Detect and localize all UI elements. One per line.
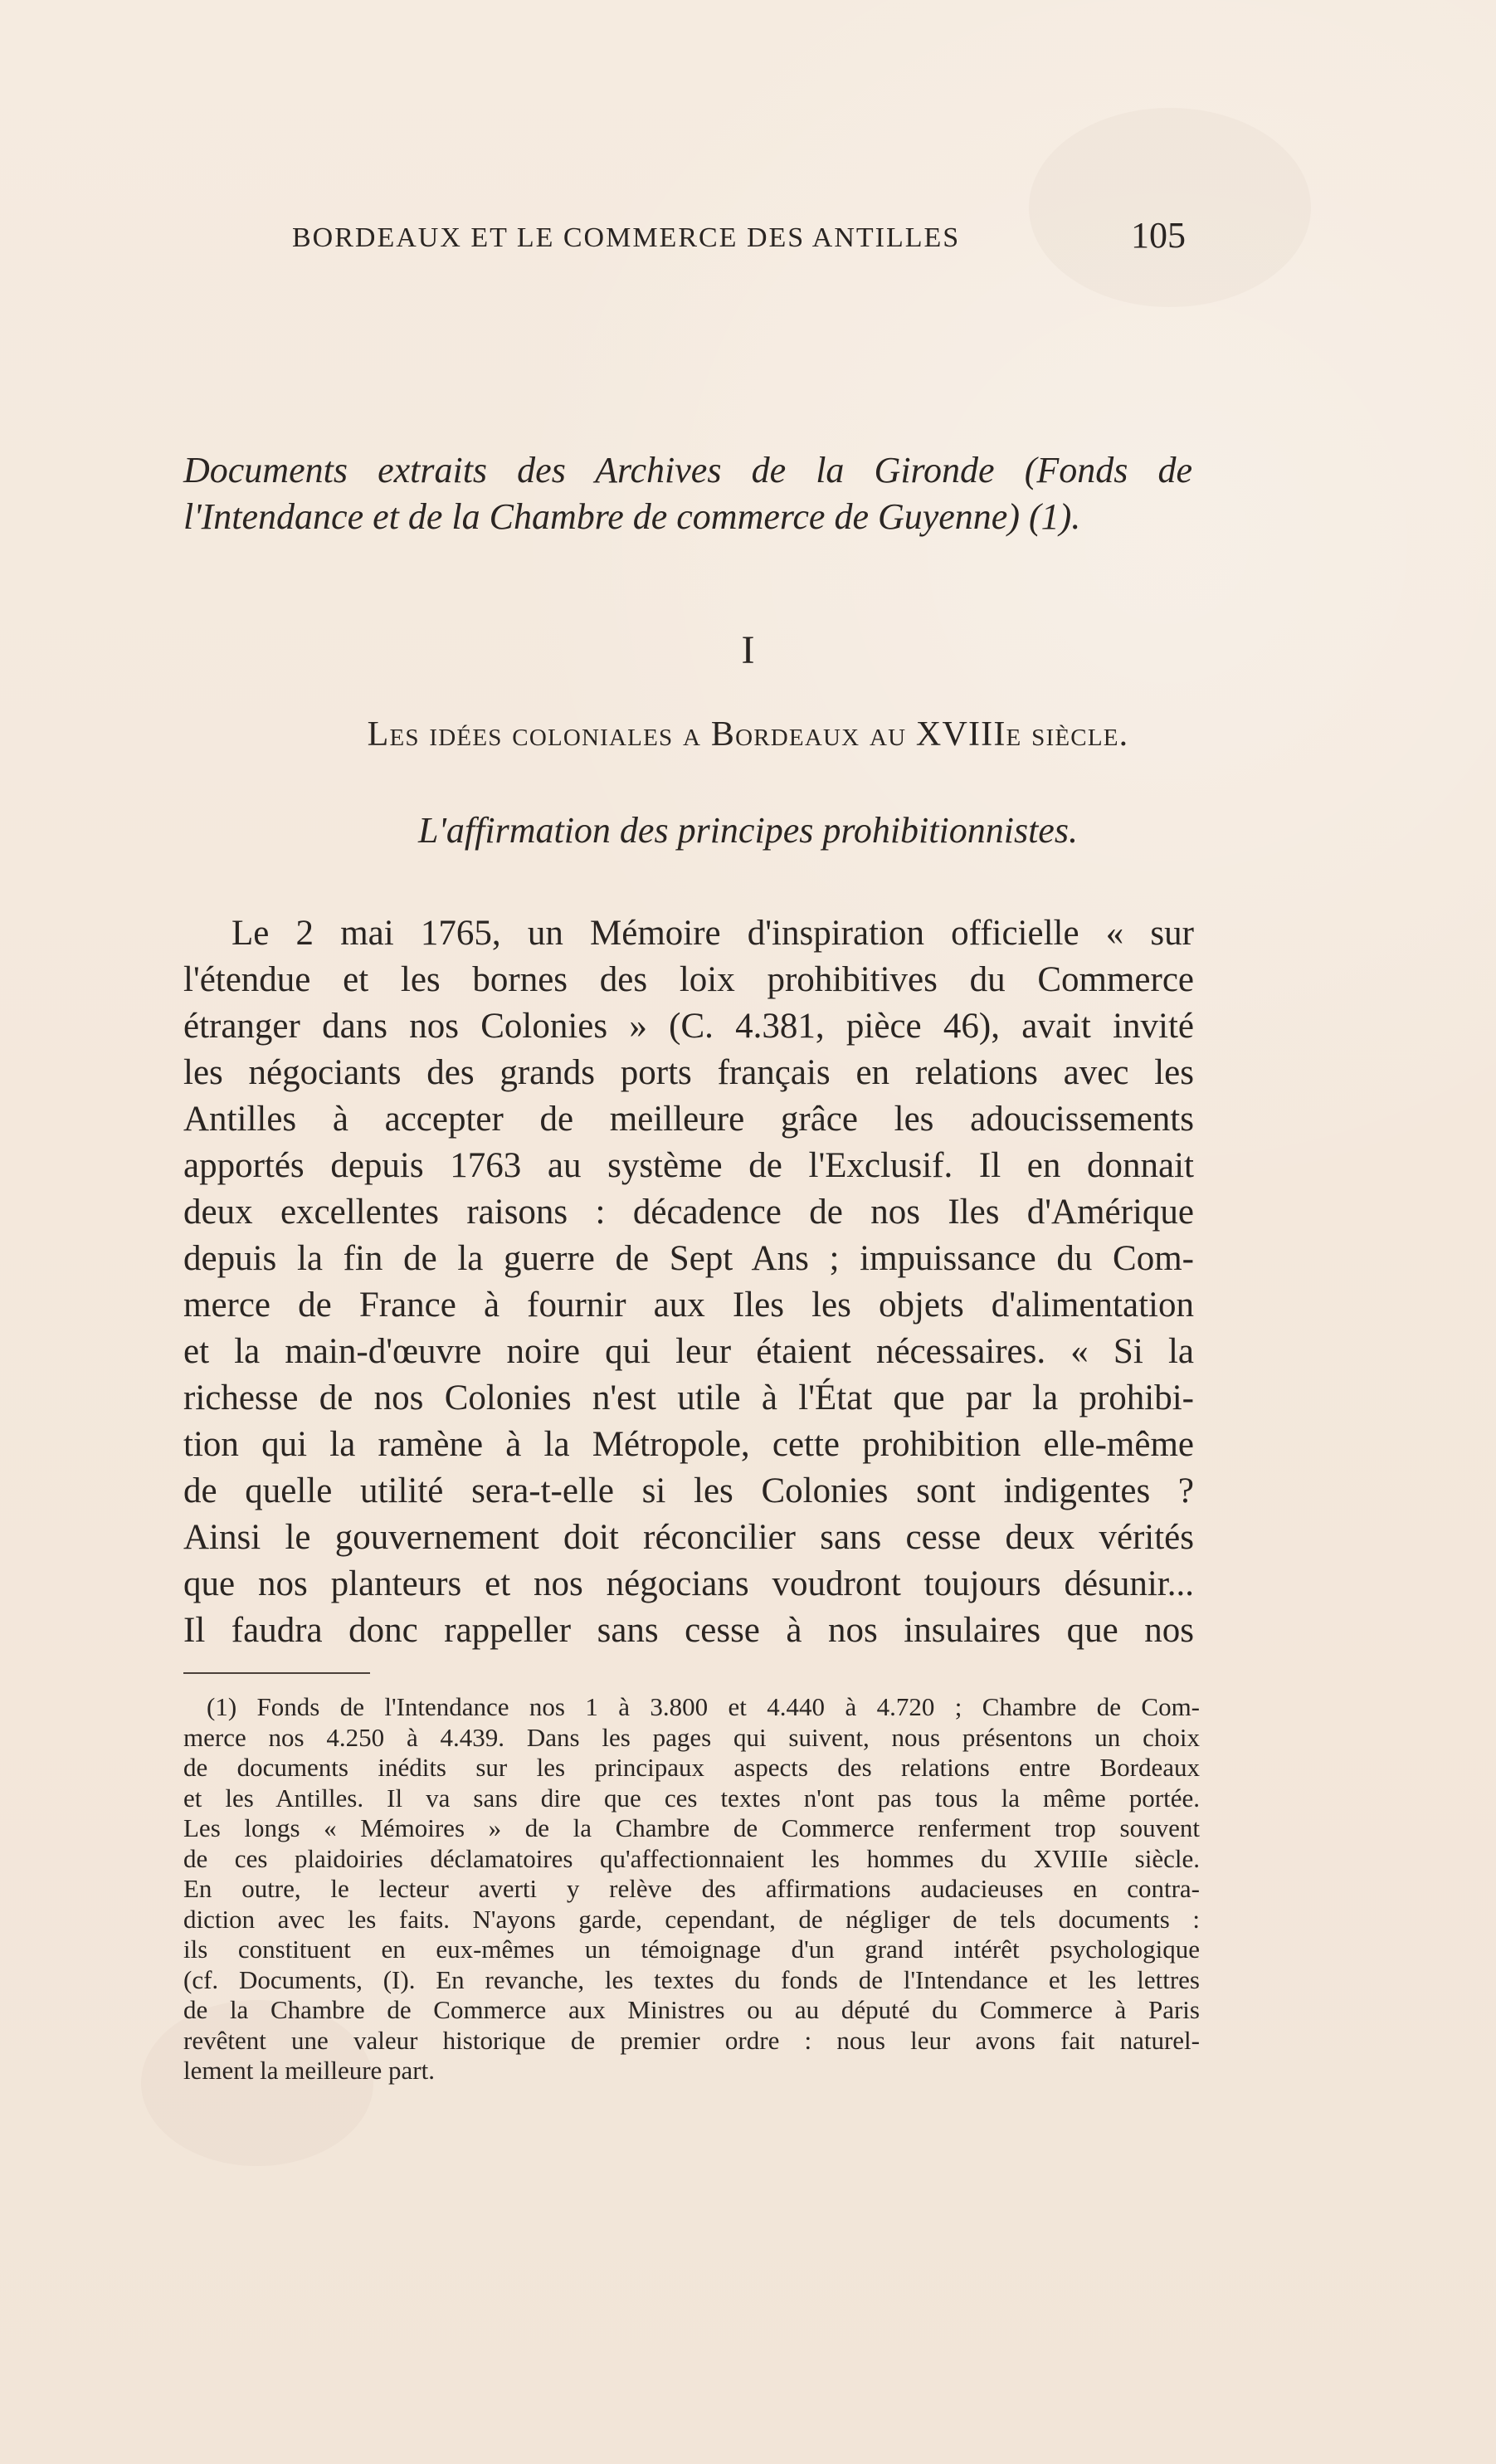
body-line: apportés depuis 1763 au système de l'Exclusif. Il en donnait — [183, 1146, 1194, 1185]
footnote-rule — [183, 1672, 370, 1674]
body-line: merce de France à fournir aux Iles les objets d'alimentation — [183, 1286, 1194, 1325]
body-line: richesse de nos Colonies n'est utile à l'État que par la prohibi- — [183, 1378, 1194, 1417]
footnote-line: de la Chambre de Commerce aux Ministres ou au député du Commerce à Paris — [183, 1995, 1200, 2024]
footnote-line: (cf. Documents, (I). En revanche, les textes du fonds de l'Intendance et les lettres — [183, 1964, 1200, 1994]
footnote-line: (1) Fonds de l'Intendance nos 1 à 3.800 et 4.440 à 4.720 ; Chambre de Com- — [207, 1692, 1200, 1721]
body-text — [183, 910, 1194, 1654]
footnote-line: merce nos 4.250 à 4.439. Dans les pages qui suivent, nous présentons un choix — [183, 1722, 1200, 1752]
title-line: l'Intendance et de la Chambre de commerce de Guyenne) (1). — [183, 496, 1081, 537]
body-line: depuis la fin de la guerre de Sept Ans ; impuissance du Com- — [183, 1239, 1194, 1278]
body-line: tion qui la ramène à la Métropole, cette prohibition elle-même — [183, 1425, 1194, 1464]
section-subtitle: L'affirmation des principes prohibitionnistes. — [418, 810, 1078, 851]
page-number: 105 — [1131, 215, 1186, 256]
footnote-line: de ces plaidoiries déclamatoires qu'affectionnaient les hommes du XVIIIe siècle. — [183, 1843, 1200, 1873]
body-line: que nos planteurs et nos négocians voudront toujours désunir... — [183, 1564, 1194, 1603]
section-title: Les idées coloniales a Bordeaux au XVIIIe siècle. — [367, 715, 1129, 754]
footnote-line: ils constituent en eux-mêmes un témoignage d'un grand intérêt psychologique — [183, 1935, 1200, 1964]
footnote-line: et les Antilles. Il va sans dire que ces textes n'ont pas tous la même portée. — [183, 1783, 1200, 1813]
section-number: I — [741, 628, 755, 672]
footnote-line: En outre, le lecteur averti y relève des affirmations audacieuses en contra- — [183, 1874, 1200, 1903]
footnotes — [183, 1692, 1200, 2086]
body-line: Ainsi le gouvernement doit réconcilier sans cesse deux vérités — [183, 1518, 1194, 1557]
body-line: Le 2 mai 1765, un Mémoire d'inspiration officielle « sur — [231, 914, 1194, 953]
body-line: et la main-d'œuvre noire qui leur étaient nécessaires. « Si la — [183, 1332, 1194, 1371]
title-line: Documents extraits des Archives de la Gironde (Fonds de — [183, 450, 1192, 490]
running-title: BORDEAUX ET LE COMMERCE DES ANTILLES — [292, 222, 961, 253]
running-head — [292, 206, 1186, 272]
footnote-line: de documents inédits sur les principaux aspects des relations entre Bordeaux — [183, 1753, 1200, 1782]
footnote-line: Les longs « Mémoires » de la Chambre de Commerce renferment trop souvent — [183, 1813, 1200, 1842]
body-line: de quelle utilité sera-t-elle si les Colonies sont indigentes ? — [183, 1471, 1194, 1510]
body-line: Antilles à accepter de meilleure grâce les adoucissements — [183, 1100, 1194, 1139]
body-line: Il faudra donc rappeller sans cesse à nos insulaires que nos — [183, 1611, 1194, 1650]
footnote-line: lement la meilleure part. — [183, 2056, 435, 2085]
body-line: l'étendue et les bornes des loix prohibitives du Commerce — [183, 960, 1194, 999]
footnote-line: revêtent une valeur historique de premier ordre : nous leur avons fait naturel- — [183, 2025, 1200, 2055]
body-line: étranger dans nos Colonies » (C. 4.381, pièce 46), avait invité — [183, 1007, 1194, 1046]
body-line: les négociants des grands ports français en relations avec les — [183, 1053, 1194, 1092]
document-title — [183, 447, 1192, 540]
footnote-line: diction avec les faits. N'ayons garde, cependant, de négliger de tels documents : — [183, 1904, 1200, 1934]
body-line: deux excellentes raisons : décadence de nos Iles d'Amérique — [183, 1193, 1194, 1232]
